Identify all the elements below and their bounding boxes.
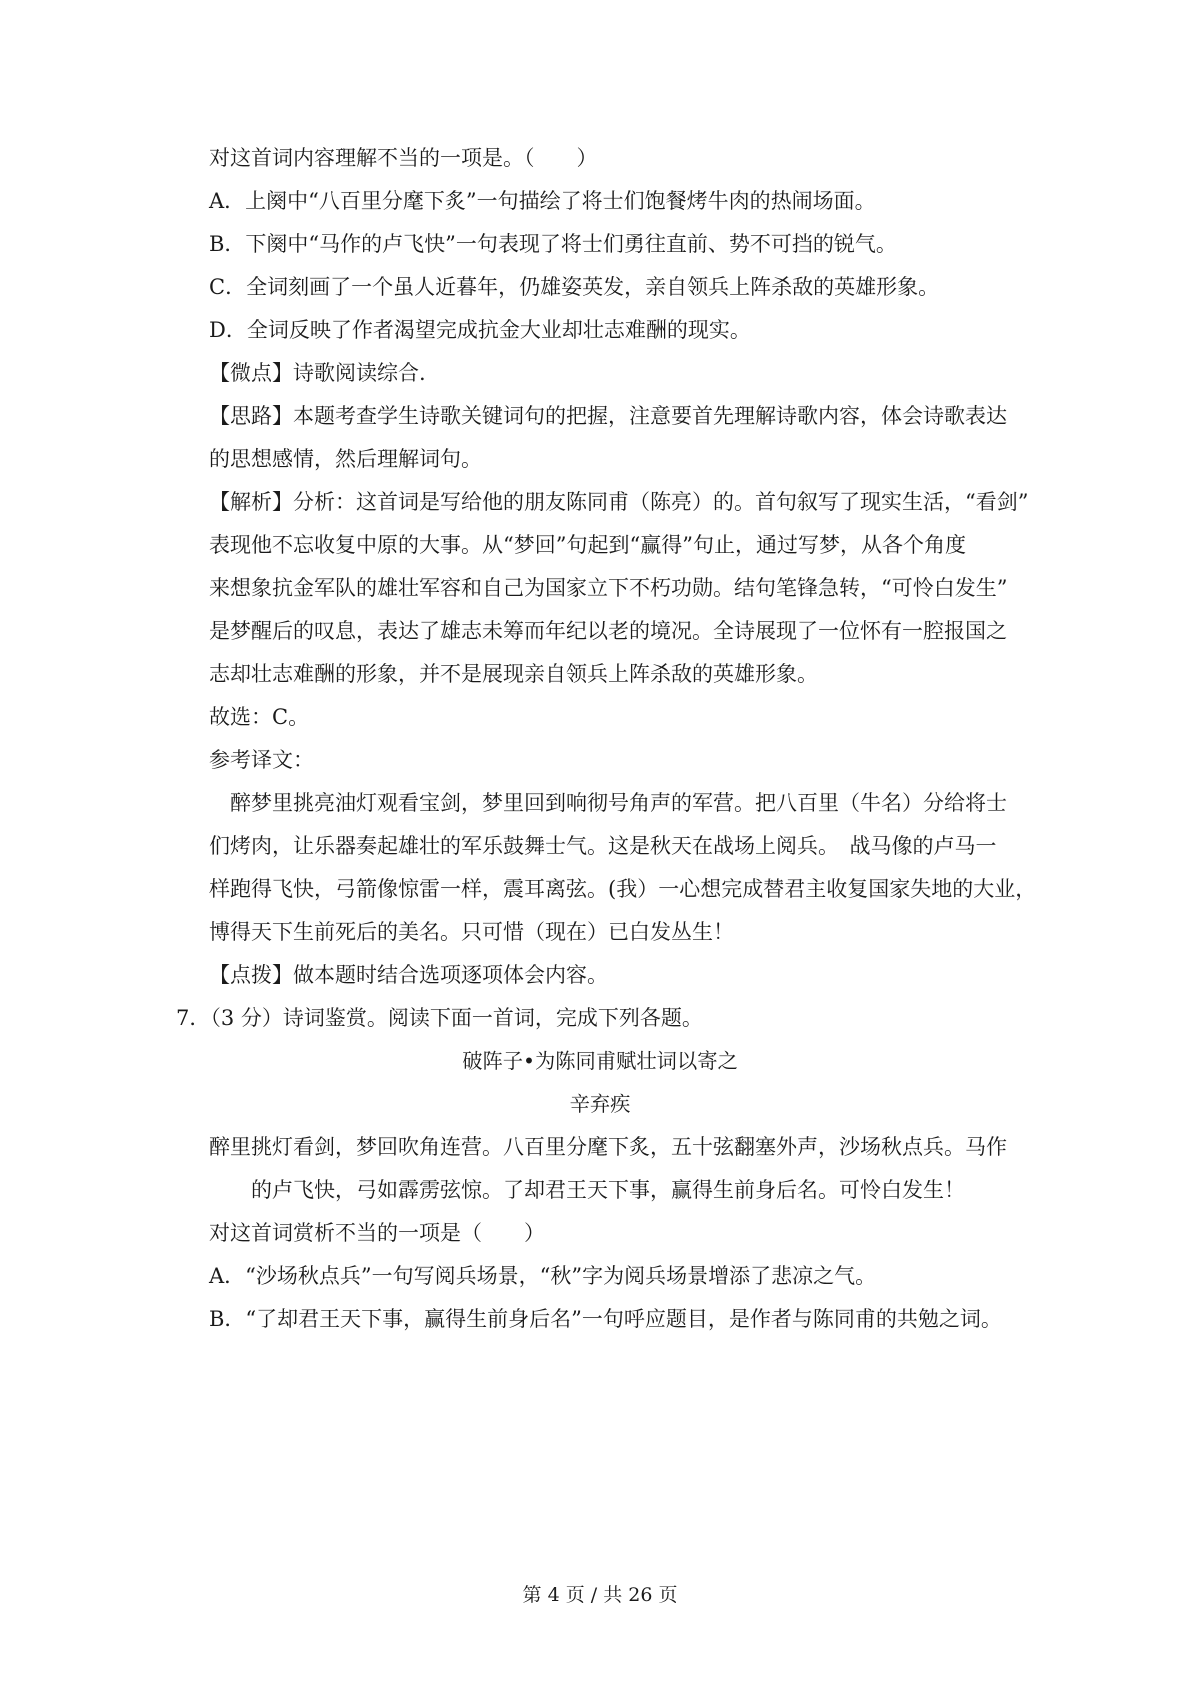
analysis-line-4: 是梦醒后的叹息，表达了雄志未筹而年纪以老的境况。全诗展现了一位怀有一腔报国之 [209,619,1007,643]
question-7-prompt: 对这首词赏析不当的一项是（ ） [209,1221,545,1245]
translation-heading: 参考译文： [209,748,314,772]
option-c: C．全词刻画了一个虽人近暮年，仍雄姿英发，亲自领兵上阵杀敌的英雄形象。 [209,275,940,299]
analysis-line-5: 志却壮志难酬的形象，并不是展现亲自领兵上阵杀敌的英雄形象。 [209,662,818,686]
translation-line-4: 博得天下生前死后的美名。只可惜（现在）已白发丛生！ [209,920,734,944]
analysis-line-3: 来想象抗金军队的雄壮军容和自己为国家立下不朽功勋。结句笔锋急转，“可怜白发生” [209,576,1008,600]
poem-line-1: 醉里挑灯看剑，梦回吹角连营。八百里分麾下炙，五十弦翻塞外声，沙场秋点兵。马作 [209,1135,1007,1159]
option-a: A．上阕中“八百里分麾下炙”一句描绘了将士们饱餐烤牛肉的热闹场面。 [209,189,876,213]
analysis-line-1: 【解析】分析：这首词是写给他的朋友陈同甫（陈亮）的。首句叙写了现实生活，“看剑” [209,490,1029,514]
translation-line-2: 们烤肉，让乐器奏起雄壮的军乐鼓舞士气。这是秋天在战场上阅兵。 战马像的卢马一 [209,834,997,858]
option-b: B．下阕中“马作的卢飞快”一句表现了将士们勇往直前、势不可挡的锐气。 [209,232,897,256]
translation-line-3: 样跑得飞快，弓箭像惊雷一样，震耳离弦。(我）一心想完成替君主收复国家失地的大业， [209,877,1037,901]
translation-line-1: 醉梦里挑亮油灯观看宝剑，梦里回到响彻号角声的军营。把八百里（牛名）分给将士 [209,791,1007,815]
q7-option-b: B．“了却君王天下事，赢得生前身后名”一句呼应题目，是作者与陈同甫的共勉之词。 [209,1307,1002,1331]
option-d: D．全词反映了作者渴望完成抗金大业却壮志难酬的现实。 [209,318,751,342]
tip: 【点拨】做本题时结合选项逐项体会内容。 [209,963,608,987]
answer-choice: 故选：C。 [209,705,310,729]
poem-author: 辛弃疾 [569,1092,631,1116]
q7-option-a: A．“沙场秋点兵”一句写阅兵场景，“秋”字为阅兵场景增添了悲凉之气。 [209,1264,877,1288]
analysis-line-2: 表现他不忘收复中原的大事。从“梦回”句起到“赢得”句止，通过写梦，从各个角度 [209,533,966,557]
poem-title: 破阵子•为陈同甫赋壮词以寄之 [462,1049,738,1073]
approach-line-2: 的思想感情，然后理解词句。 [209,447,482,471]
key-point: 【微点】诗歌阅读综合. [209,361,426,385]
approach-line-1: 【思路】本题考查学生诗歌关键词句的把握，注意要首先理解诗歌内容，体会诗歌表达 [209,404,1007,428]
question-7-stem: 7．（3 分）诗词鉴赏。阅读下面一首词，完成下列各题。 [176,1006,703,1030]
page-footer: 第 4 页 / 共 26 页 [522,1584,678,1606]
question-stem: 对这首词内容理解不当的一项是。（ ） [209,146,598,170]
poem-line-2: 的卢飞快，弓如霹雳弦惊。了却君王天下事，赢得生前身后名。可怜白发生！ [251,1178,965,1202]
